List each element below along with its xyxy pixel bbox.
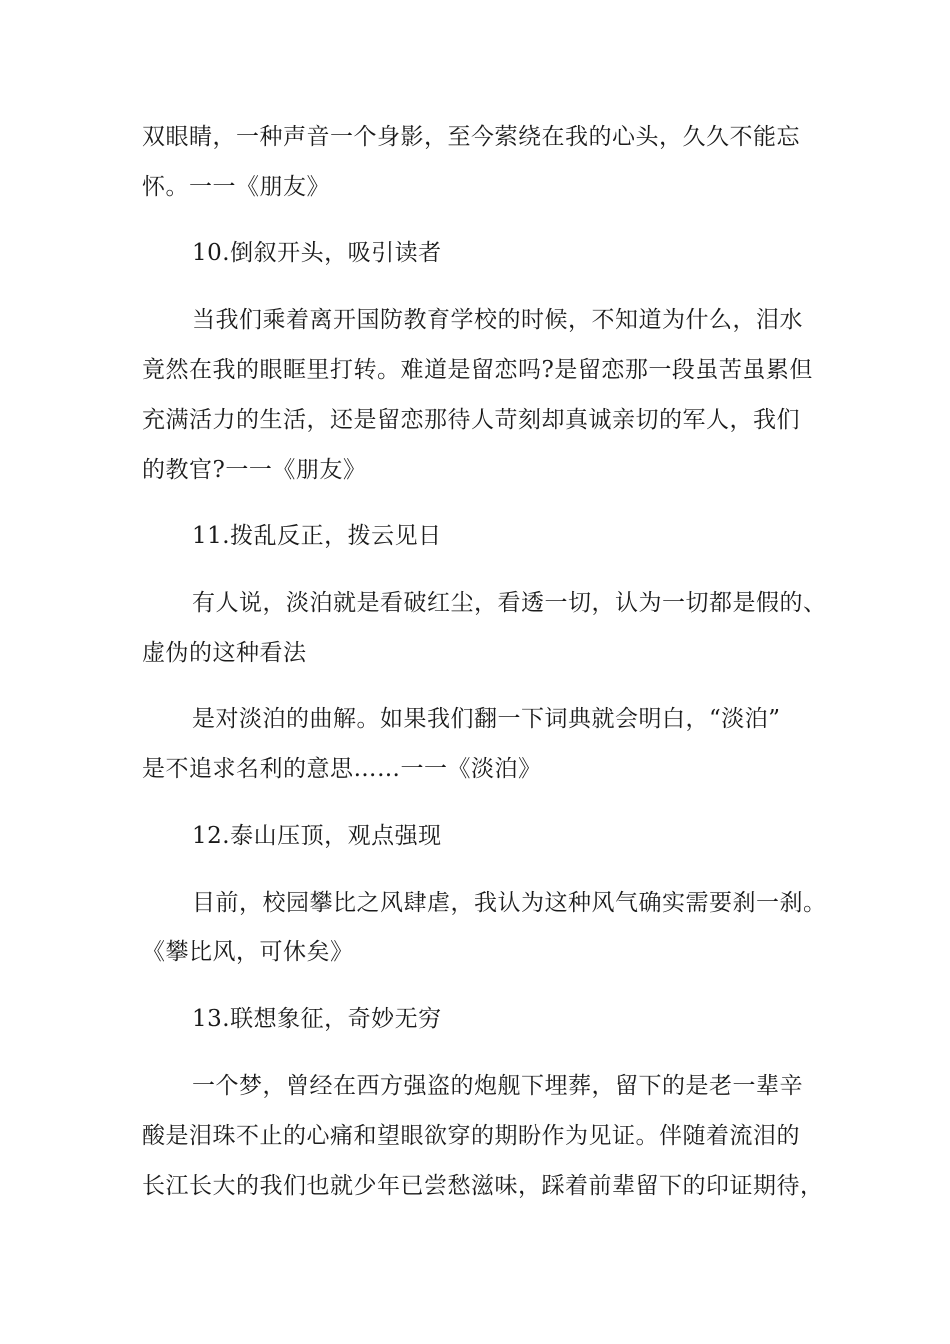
text-line: 目前，校园攀比之风肆虐，我认为这种风气确实需要刹一刹。: [192, 890, 827, 916]
section-heading: 13.联想象征，奇妙无穷: [192, 1006, 442, 1032]
text-line: 是不追求名利的意思……一一《淡泊》: [142, 756, 542, 782]
text-line: 当我们乘着离开国防教育学校的时候，不知道为什么，泪水: [192, 307, 803, 333]
section-heading: 11.拨乱反正，拨云见日: [192, 523, 442, 549]
text-line: 充满活力的生活，还是留恋那待人苛刻却真诚亲切的军人，我们: [142, 407, 800, 433]
text-line: 《攀比风，可休矣》: [142, 939, 354, 965]
text-line: 的教官?一一《朋友》: [142, 457, 367, 483]
text-line: 双眼睛，一种声音一个身影，至今萦绕在我的心头，久久不能忘: [142, 124, 800, 150]
text-line: 虚伪的这种看法: [142, 640, 307, 666]
text-line: 是对淡泊的曲解。如果我们翻一下词典就会明白，“淡泊”: [192, 706, 781, 732]
section-heading: 12.泰山压顶，观点强现: [192, 823, 442, 849]
text-line: 酸是泪珠不止的心痛和望眼欲穿的期盼作为见证。伴随着流泪的: [142, 1123, 800, 1149]
section-heading: 10.倒叙开头，吸引读者: [192, 240, 442, 266]
text-line: 长江长大的我们也就少年已尝愁滋味，踩着前辈留下的印证期待，: [142, 1173, 824, 1199]
text-line: 一个梦，曾经在西方强盗的炮舰下埋葬，留下的是老一辈辛: [192, 1073, 803, 1099]
text-line: 有人说，淡泊就是看破红尘，看透一切，认为一切都是假的、: [192, 590, 827, 616]
text-line: 竟然在我的眼眶里打转。难道是留恋吗?是留恋那一段虽苦虽累但: [142, 357, 813, 383]
text-line: 怀。一一《朋友》: [142, 174, 330, 200]
